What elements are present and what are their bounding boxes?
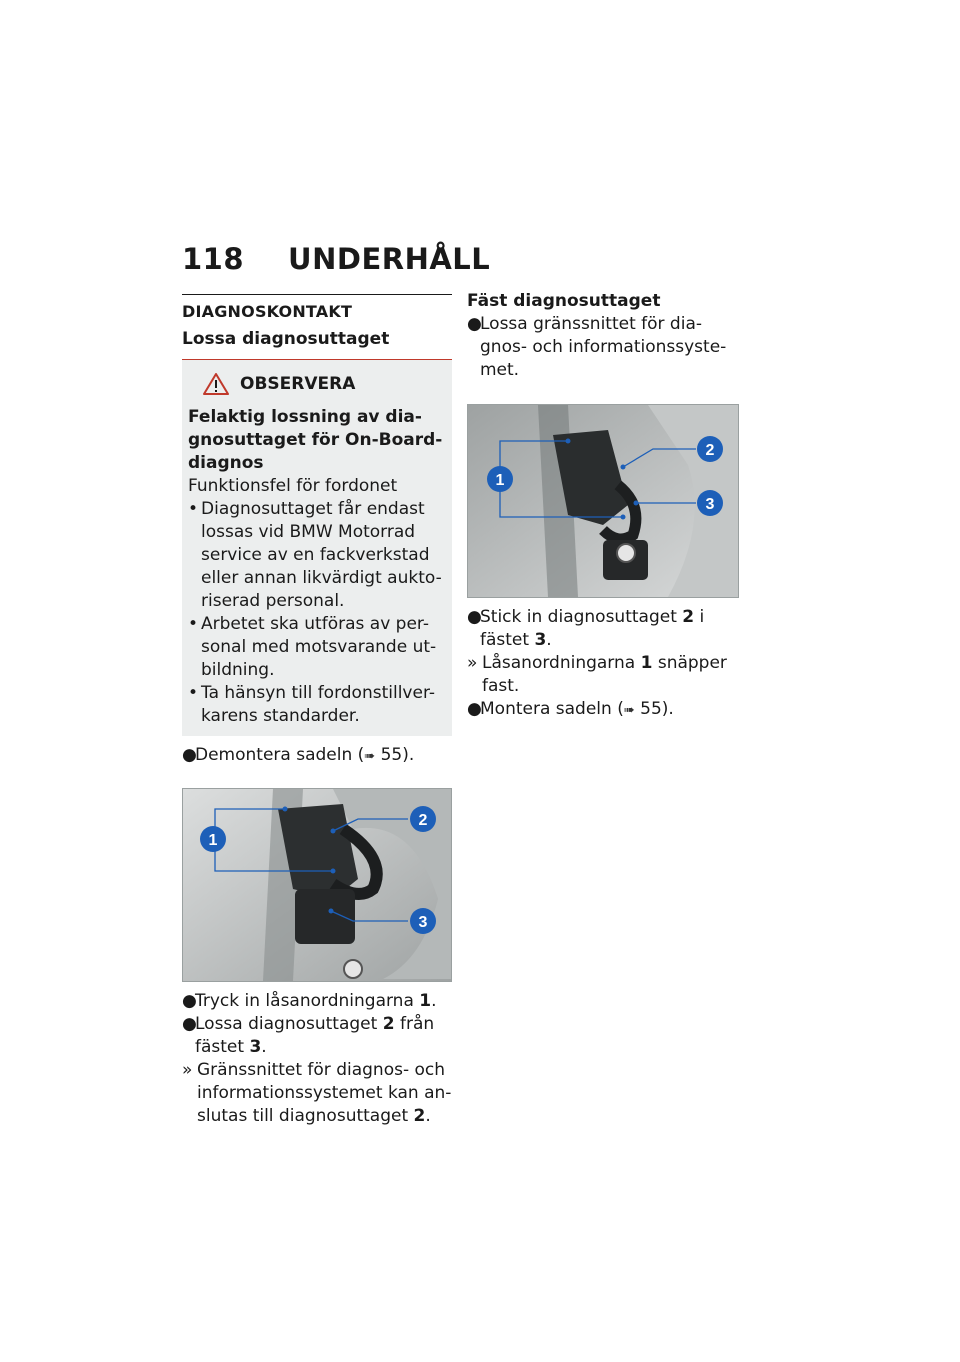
list-item: ● Tryck in låsanordningarna 1. [182,991,437,1011]
figure-diagnostic-socket-release [182,788,452,982]
list-item: ● Lossa gränssnittet för dia-gnos- och informationssyste-met. [467,314,727,380]
list-item: ● Demontera sadeln (➠ 55). [182,745,415,765]
notice-subline: Funktionsfel för fordonet [188,476,398,496]
diagnostic-socket-illustration [468,405,738,597]
notice-bullets [188,498,446,728]
notice-bullet: • Diagnosuttaget får endast lossas vid BMW Motorrad service av en fackverkstad eller annan likvärdigt aukto-riserad personal. [188,499,442,611]
list-item: ● Montera sadeln (➠ 55). [467,699,674,719]
list-item: ● Lossa diagnosuttaget 2 från fästet 3. [182,1014,435,1057]
subsection-title: Lossa diagnosuttaget [182,329,390,349]
notice-label: OBSERVERA [240,373,356,394]
callout-label: 2 [705,442,715,459]
callout-label: 3 [705,496,715,513]
list-item: ● Stick in diagnosuttaget 2 i fästet 3. [467,607,705,650]
notice-bullet: • Arbetet ska utföras av per-sonal med motsvarande ut-bildning. [188,614,437,680]
page-number: 118 [182,242,245,276]
list-item-result: » Låsanordningarna 1 snäpper fast. [467,653,727,696]
figure-diagnostic-socket-attach [467,404,739,598]
notice-box [182,360,452,736]
page-ref-arrow-icon: ➠ [623,703,635,718]
list-item-result: » Gränssnittet för diagnos- och informationssystemet kan an-slutas till diagnosuttaget 2. [182,1060,452,1126]
notice-header [202,372,446,396]
warning-triangle-icon [202,372,230,396]
right-column [467,290,737,722]
step-list-c [467,313,737,382]
page-header [182,242,490,276]
subsection-title: Fäst diagnosuttaget [467,291,661,311]
callout-label: 2 [418,812,428,829]
section-title: DIAGNOSKONTAKT [182,302,353,321]
chapter-title: UNDERHÅLL [288,242,491,276]
callout-label: 1 [495,472,505,489]
step-list-d [467,606,737,722]
callout-label: 3 [418,914,428,931]
diagnostic-socket-illustration [183,789,451,981]
page-ref-arrow-icon: ➠ [364,749,376,764]
step-list-a [182,744,452,768]
left-column [182,294,452,1128]
notice-heading: Felaktig lossning av dia-gnosuttaget för On-Board-diagnos [188,407,443,473]
step-list-b [182,990,452,1128]
notice-bullet: • Ta hänsyn till fordonstillver-karens standarder. [188,683,435,726]
section-rule [182,294,452,295]
callout-label: 1 [208,832,218,849]
